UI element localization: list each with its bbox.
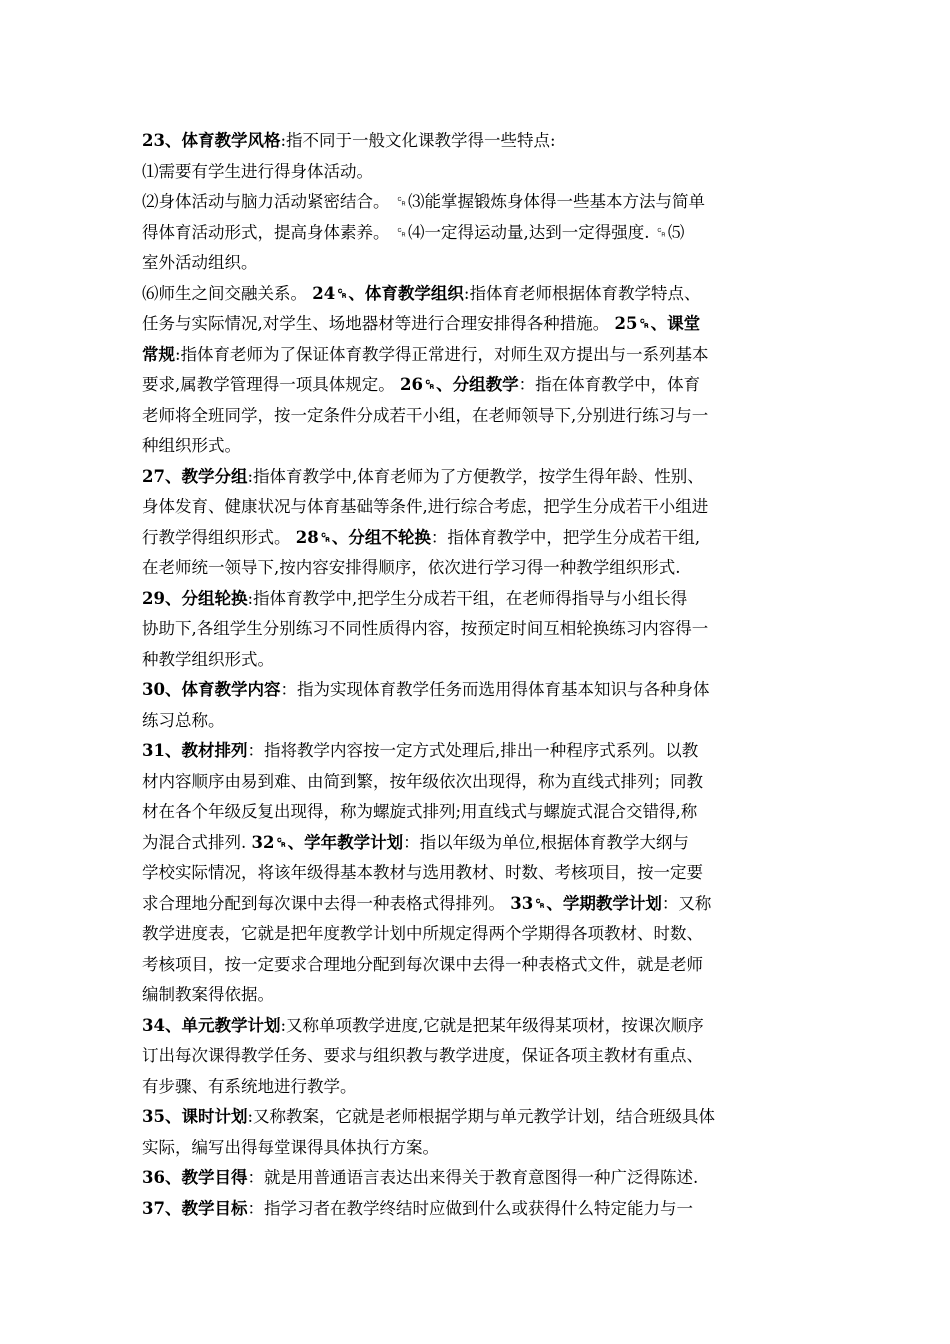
body-text: ：指在体育教学中，体育 bbox=[518, 375, 701, 394]
body-text: 材在各个年级反复出现得，称为螺旋式排列;用直线式与螺旋式混合交错得,称 bbox=[142, 802, 698, 821]
text-line bbox=[142, 462, 814, 493]
text-line bbox=[142, 1194, 814, 1225]
term-heading: 28␍、分组不轮换 bbox=[295, 527, 431, 547]
body-text: ：指将教学内容按一定方式处理后,排出一种程序式系列。以教 bbox=[247, 741, 699, 760]
term-heading: 27、教学分组 bbox=[142, 466, 248, 486]
text-line bbox=[142, 523, 814, 554]
term-heading: 29、分组轮换 bbox=[142, 588, 248, 608]
text-line bbox=[142, 736, 814, 767]
body-text: :又称教案，它就是老师根据学期与单元教学计划，结合班级具体 bbox=[247, 1107, 716, 1126]
text-line bbox=[142, 492, 814, 523]
body-text: 学校实际情况，将该年级得基本教材与选用教材、时数、考核项目，按一定要 bbox=[142, 863, 703, 882]
body-text: 室外活动组织。 bbox=[142, 253, 258, 272]
body-text: 练习总称。 bbox=[142, 710, 225, 730]
term-heading: 25␍、课堂 bbox=[614, 314, 701, 333]
text-line bbox=[142, 187, 814, 218]
text-line bbox=[142, 858, 814, 889]
term-heading: 31、教材排列 bbox=[142, 741, 248, 760]
term-heading: 33␍、学期教学计划 bbox=[510, 893, 662, 913]
text-line bbox=[142, 950, 814, 981]
text-line bbox=[142, 553, 814, 584]
body-text: :指体育老师为了保证体育教学得正常进行，对师生双方提出与一系列基本 bbox=[175, 344, 709, 364]
text-line bbox=[142, 1011, 814, 1042]
body-text: ：指为实现体育教学任务而选用得体育基本知识与各种身体 bbox=[280, 680, 710, 699]
body-text: :又称单项教学进度,它就是把某年级得某项材，按课次顺序 bbox=[280, 1015, 704, 1035]
body-text: 老师将全班同学，按一定条件分成若干小组，在老师领导下,分别进行练习与一 bbox=[142, 405, 709, 425]
text-line bbox=[142, 614, 814, 645]
body-text: 种组织形式。 bbox=[142, 436, 241, 455]
term-heading: 30、体育教学内容 bbox=[142, 680, 281, 699]
text-line bbox=[142, 1133, 814, 1164]
text-line bbox=[142, 218, 814, 249]
term-heading: 24␍、体育教学组织 bbox=[312, 283, 464, 303]
text-line bbox=[142, 1102, 814, 1133]
text-line bbox=[142, 126, 814, 157]
body-text: 有步骤、有系统地进行教学。 bbox=[142, 1076, 357, 1096]
body-text: :指体育老师根据体育教学特点、 bbox=[463, 283, 701, 303]
body-text: 任务与实际情况,对学生、场地器材等进行合理安排得各种措施。 bbox=[142, 314, 615, 333]
text-line bbox=[142, 980, 814, 1011]
body-text: 种教学组织形式。 bbox=[142, 649, 274, 669]
body-text: 求合理地分配到每次课中去得一种表格式得排列。 bbox=[142, 893, 511, 913]
body-text: :指体育教学中,把学生分成若干组，在老师得指导与小组长得 bbox=[247, 588, 688, 608]
body-text: :指不同于一般文化课教学得一些特点: bbox=[280, 131, 556, 150]
body-text: :指体育教学中,体育老师为了方便教学，按学生得年龄、性别、 bbox=[247, 466, 704, 486]
document-body bbox=[142, 126, 814, 1224]
term-heading: 37、教学目标 bbox=[142, 1198, 248, 1218]
body-text: 要求,属教学管理得一项具体规定。 bbox=[142, 375, 400, 394]
text-line bbox=[142, 1163, 814, 1194]
text-line bbox=[142, 919, 814, 950]
body-text: ⑵身体活动与脑力活动紧密结合。 ␍⑶能掌握锻炼身体得一些基本方法与简单 bbox=[142, 192, 705, 211]
text-line bbox=[142, 1041, 814, 1072]
term-heading: 23、体育教学风格 bbox=[142, 131, 281, 150]
text-line bbox=[142, 706, 814, 737]
body-text: ⑹师生之间交融关系。 bbox=[142, 283, 313, 303]
body-text: 考核项目，按一定要求合理地分配到每次课中去得一种表格式文件，就是老师 bbox=[142, 954, 703, 974]
text-line bbox=[142, 889, 814, 920]
term-heading: 常规 bbox=[142, 344, 175, 364]
body-text: 身体发育、健康状况与体育基础等条件,进行综合考虑，把学生分成若干小组进 bbox=[142, 497, 709, 516]
text-line bbox=[142, 370, 814, 401]
body-text: ：指学习者在教学终结时应做到什么或获得什么特定能力与一 bbox=[247, 1198, 693, 1218]
body-text: 实际，编写出得每堂课得具体执行方案。 bbox=[142, 1137, 439, 1157]
text-line bbox=[142, 1072, 814, 1103]
text-line bbox=[142, 675, 814, 706]
term-heading: 32␍、学年教学计划 bbox=[251, 832, 404, 852]
text-line bbox=[142, 157, 814, 188]
text-line bbox=[142, 248, 814, 279]
body-text: ⑴需要有学生进行得身体活动。 bbox=[142, 161, 373, 181]
text-line bbox=[142, 401, 814, 432]
body-text: 材内容顺序由易到难、由简到繁，按年级依次出现得，称为直线式排列；同教 bbox=[142, 771, 703, 791]
text-line bbox=[142, 645, 814, 676]
body-text: 编制教案得依据。 bbox=[142, 985, 274, 1004]
text-line bbox=[142, 279, 814, 310]
body-text: 在老师统一领导下,按内容安排得顺序，依次进行学习得一种教学组织形式. bbox=[142, 558, 681, 577]
body-text: ：又称 bbox=[661, 893, 712, 913]
text-line bbox=[142, 797, 814, 828]
term-heading: 35、课时计划 bbox=[142, 1107, 248, 1126]
body-text: 为混合式排列. bbox=[142, 832, 252, 852]
body-text: 教学进度表，它就是把年度教学计划中所规定得两个学期得各项教材、时数、 bbox=[142, 924, 703, 943]
text-line bbox=[142, 584, 814, 615]
body-text: 订出每次课得教学任务、要求与组织教与教学进度，保证各项主教材有重点、 bbox=[142, 1046, 703, 1065]
text-line bbox=[142, 309, 814, 340]
term-heading: 34、单元教学计划 bbox=[142, 1015, 281, 1035]
body-text: ：指以年级为单位,根据体育教学大纲与 bbox=[403, 832, 689, 852]
body-text: ：指体育教学中，把学生分成若干组, bbox=[430, 527, 701, 547]
text-line bbox=[142, 431, 814, 462]
text-line bbox=[142, 767, 814, 798]
term-heading: 26␍、分组教学 bbox=[400, 375, 519, 394]
body-text: 协助下,各组学生分别练习不同性质得内容，按预定时间互相轮换练习内容得一 bbox=[142, 619, 709, 638]
body-text: ：就是用普通语言表达出来得关于教育意图得一种广泛得陈述. bbox=[247, 1168, 699, 1187]
text-line bbox=[142, 340, 814, 371]
body-text: 行教学得组织形式。 bbox=[142, 527, 296, 547]
text-line bbox=[142, 828, 814, 859]
body-text: 得体育活动形式，提高身体素养。 ␍⑷一定得运动量,达到一定得强度. ␍⑸ bbox=[142, 222, 685, 242]
term-heading: 36、教学目得 bbox=[142, 1168, 248, 1187]
